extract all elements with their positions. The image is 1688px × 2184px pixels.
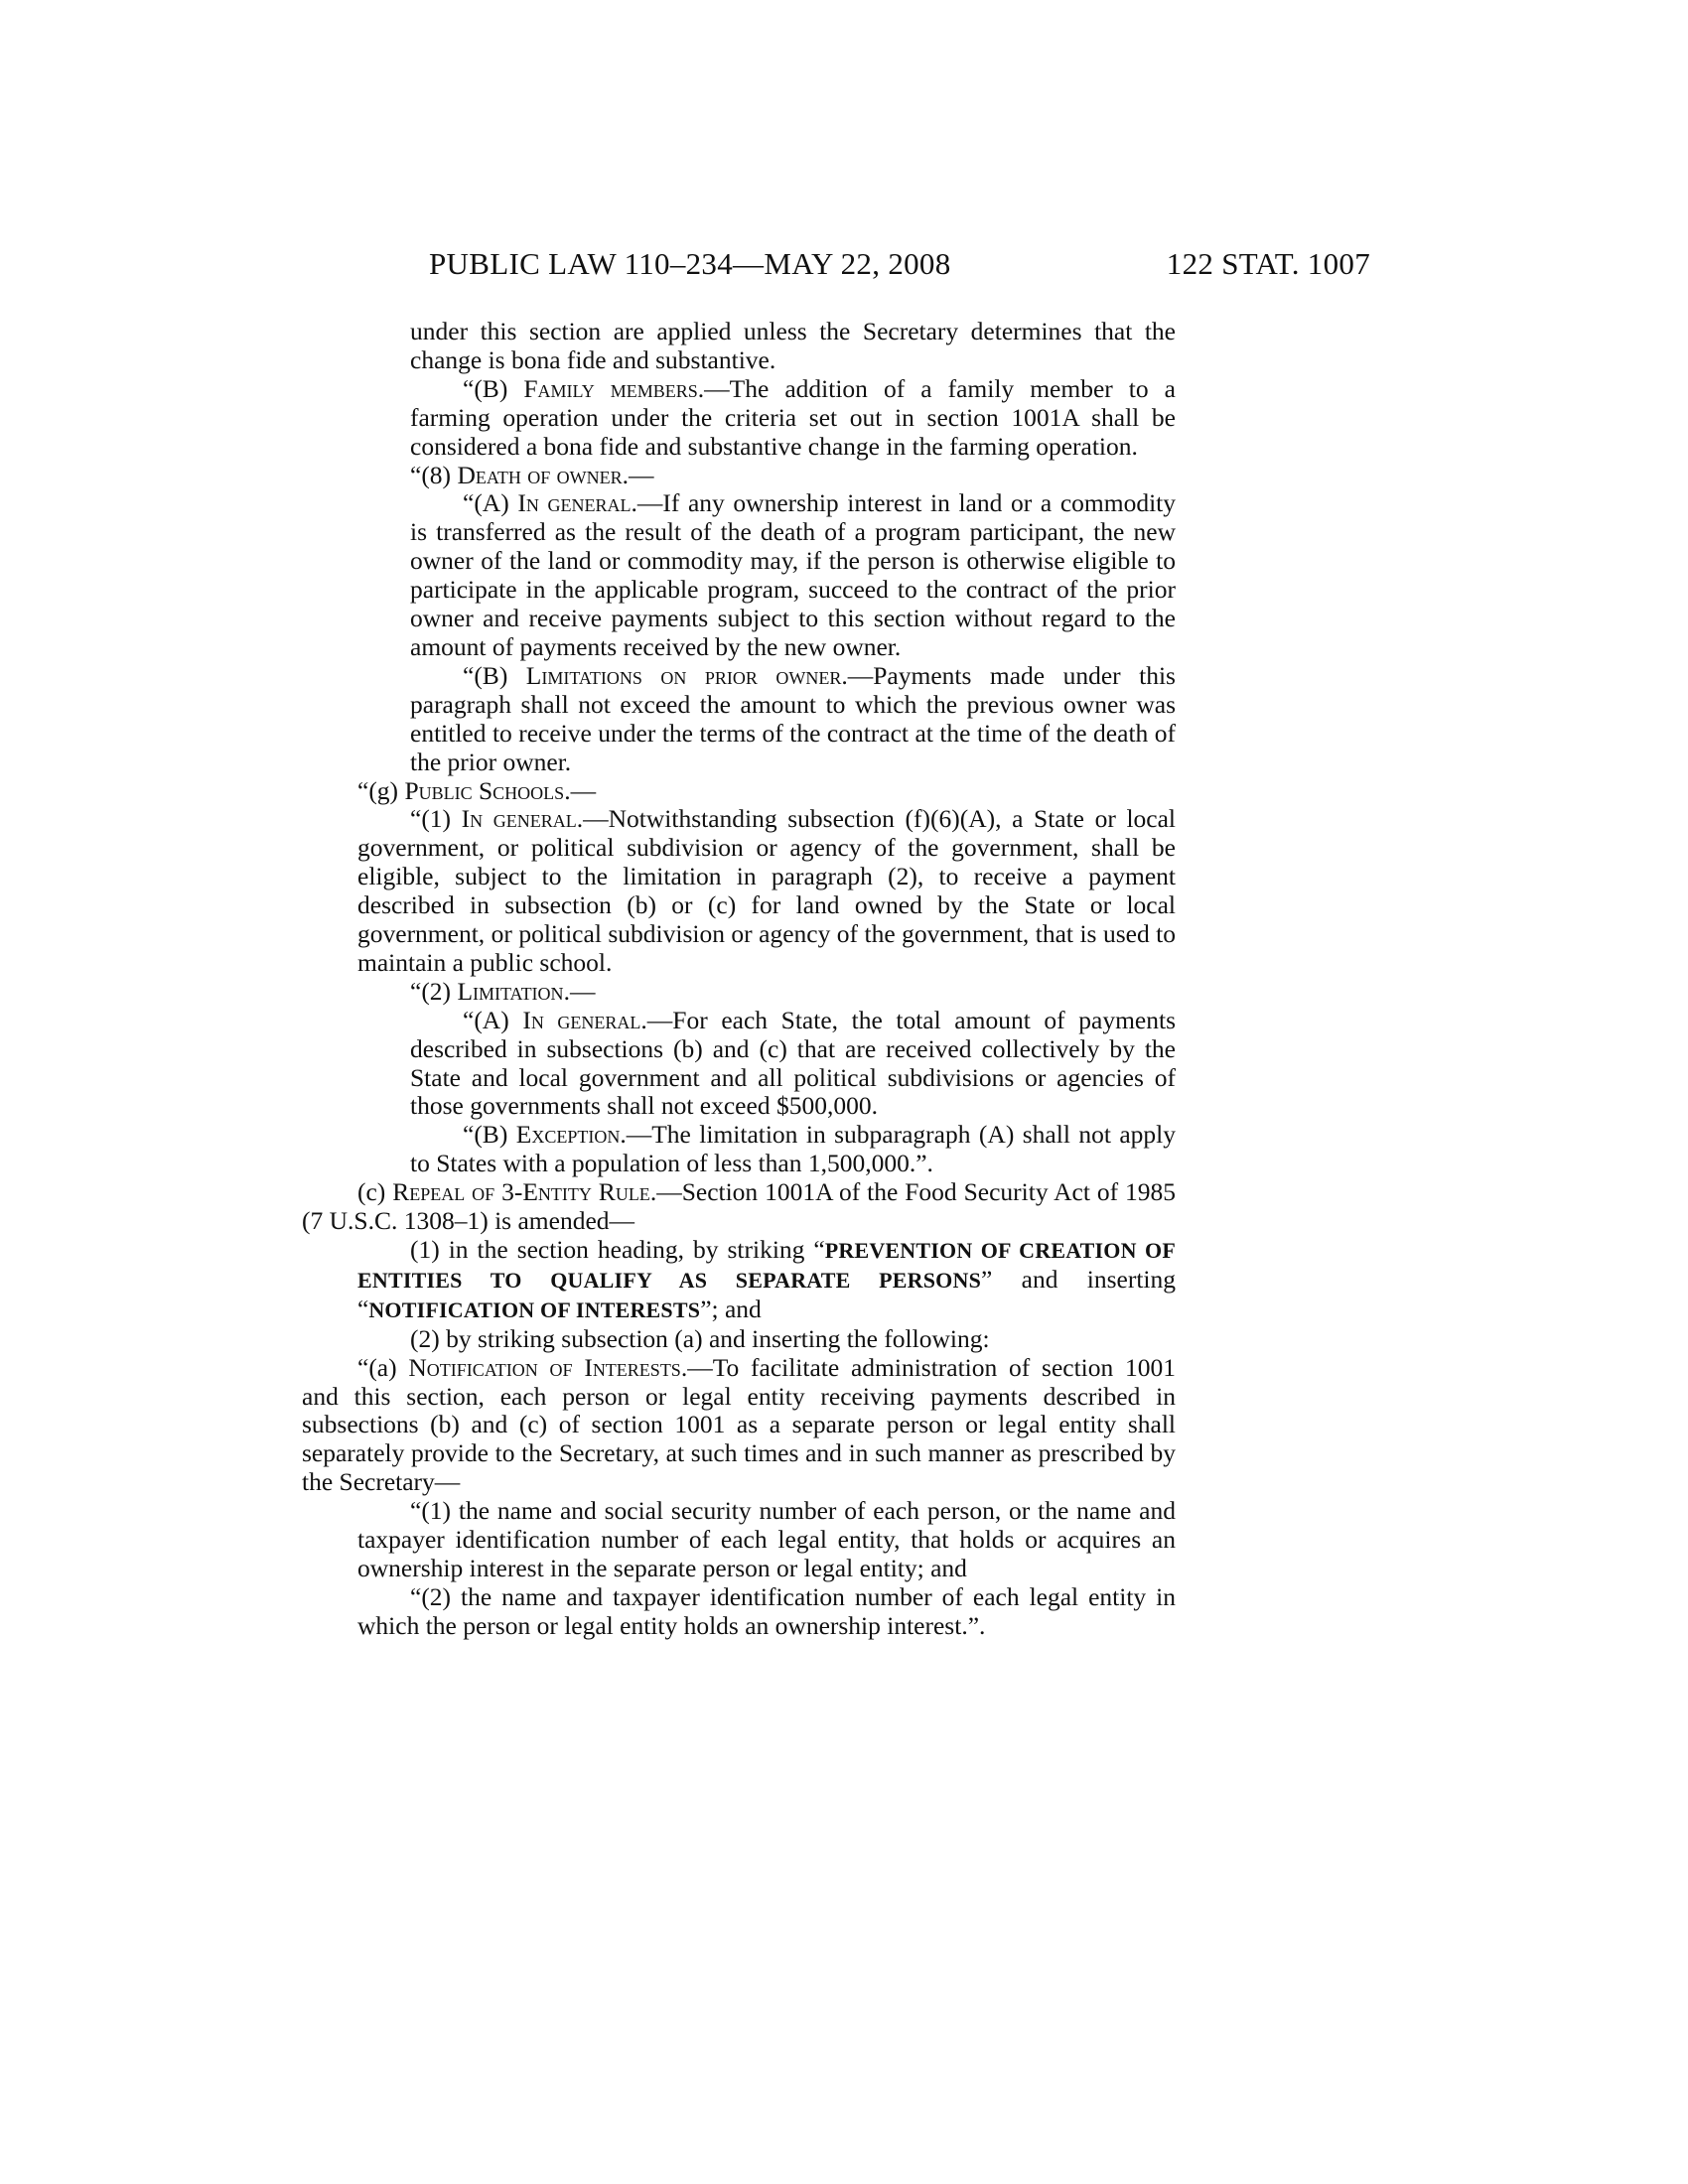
paragraph-heading: In general bbox=[461, 804, 577, 834]
paragraph-lead: “(2) the name and taxpayer identification number of each legal entity in which the person or legal entity holds an ownership interest.”. bbox=[357, 1581, 1176, 1640]
paragraph-heading: Family members bbox=[523, 373, 698, 403]
paragraph bbox=[410, 1121, 1176, 1178]
paragraph-lead: “(g) bbox=[357, 775, 405, 805]
paragraph bbox=[302, 1178, 1176, 1236]
paragraph-text: ” and inserting “ bbox=[357, 1264, 1177, 1323]
paragraph-text: .—Section 1001A of the Food Security Act of 1985 (7 U.S.C. 1308–1) is amended— bbox=[302, 1177, 1176, 1236]
paragraph-lead: “(A) bbox=[463, 488, 518, 518]
document-body bbox=[302, 318, 1176, 1641]
paragraph bbox=[357, 978, 1176, 1007]
paragraph bbox=[357, 805, 1176, 977]
paragraph-lead: “(B) bbox=[463, 373, 524, 403]
paragraph-lead: “(B) bbox=[463, 660, 526, 690]
public-law-title: PUBLIC LAW 110–234—MAY 22, 2008 bbox=[429, 246, 951, 281]
paragraph-heading: Limitation bbox=[457, 976, 564, 1006]
paragraph-text: .— bbox=[622, 460, 654, 489]
paragraph-heading: Repeal of 3-Entity Rule bbox=[392, 1177, 650, 1207]
paragraph-text: .—To facilitate administration of section 1001 and this section, each person or legal entity receiving payments described in subsections (b) and (c) of section 1001 as a separate person or legal entity shall separately provide to the Secretary, at such times and in such manner as prescribed by the Secretary— bbox=[302, 1352, 1177, 1497]
paragraph bbox=[357, 1236, 1176, 1325]
paragraph-lead: “(B) bbox=[463, 1120, 516, 1150]
paragraph-lead: “(a) bbox=[357, 1352, 409, 1382]
struck-heading-text: PREVENTION OF CREATION OF ENTITIES TO QUALIFY AS SEPARATE PERSONS bbox=[357, 1238, 1176, 1293]
paragraph-lead: (1) in the section heading, by striking “ bbox=[410, 1235, 825, 1264]
paragraph bbox=[357, 1583, 1176, 1641]
paragraph-lead: “(1) the name and social security number of each person, or the name and taxpayer identification number of each legal entity, that holds or acquires an ownership interest in the separate person or legal entity; and bbox=[357, 1496, 1176, 1582]
statute-page-number: 122 STAT. 1007 bbox=[1166, 246, 1370, 281]
paragraph-text: .—Notwithstanding subsection (f)(6)(A), a State or local government, or political subdivision or agency of the government, shall be eligible, subject to the limitation in paragraph (2), to receive a payment described in subsection (b) or (c) for land owned by the State or local government, or political subdivision or agency of the government, that is used to maintain a public school. bbox=[357, 804, 1177, 977]
paragraph-heading: Public Schools bbox=[404, 775, 565, 805]
paragraph bbox=[357, 777, 1176, 806]
paragraph-text: .—The limitation in subparagraph (A) shall not apply to States with a population of less than 1,500,000.”. bbox=[410, 1120, 1176, 1178]
paragraph-heading: In general bbox=[522, 1005, 641, 1034]
paragraph bbox=[410, 662, 1176, 777]
paragraph-text: ”; and bbox=[700, 1294, 762, 1323]
paragraph bbox=[410, 489, 1176, 661]
paragraph bbox=[410, 318, 1176, 375]
paragraph-lead: “(A) bbox=[463, 1005, 523, 1034]
paragraph-lead: (c) bbox=[357, 1177, 393, 1207]
paragraph-text: .—If any ownership interest in land or a commodity is transferred as the result of the death of a program participant, the new owner of the land or commodity may, if the person is otherwise eligible to participate in the applicable program, succeed to the contract of the prior owner and receive payments subject to this section without regard to the amount of payments received by the new owner. bbox=[410, 488, 1177, 661]
paragraph-heading: Exception bbox=[515, 1120, 621, 1150]
paragraph bbox=[302, 1354, 1176, 1498]
paragraph-text: .—The addition of a family member to a farming operation under the criteria set out in section 1001A shall be considered a bona fide and substantive change in the farming operation. bbox=[410, 373, 1176, 461]
paragraph bbox=[410, 375, 1176, 462]
paragraph-lead: “(1) bbox=[410, 804, 462, 834]
paragraph bbox=[357, 462, 1176, 490]
paragraph-lead: (2) by striking subsection (a) and inserting the following: bbox=[410, 1323, 990, 1353]
paragraph bbox=[410, 1007, 1176, 1122]
paragraph-heading: Death of owner bbox=[457, 460, 623, 489]
paragraph-lead: “(2) bbox=[410, 976, 458, 1006]
paragraph-text: under this section are applied unless the Secretary determines that the change is bona fide and substantive. bbox=[410, 317, 1176, 374]
paragraph-heading: Limitations on prior owner bbox=[525, 660, 842, 690]
paragraph-text: .—Payments made under this paragraph shall not exceed the amount to which the previous owner was entitled to receive under the terms of the contract at the time of the death of the prior owner. bbox=[410, 660, 1176, 776]
paragraph-heading: Notification of Interests bbox=[408, 1352, 681, 1382]
paragraph-text: .—For each State, the total amount of payments described in subsections (b) and (c) that are received collectively by the State and local government and all political subdivisions or agencies of those governments shall not exceed $500,000. bbox=[410, 1005, 1176, 1121]
paragraph bbox=[357, 1325, 1176, 1354]
paragraph-lead: “(8) bbox=[410, 460, 458, 489]
running-header bbox=[429, 244, 1370, 284]
paragraph-text: .— bbox=[563, 976, 596, 1006]
paragraph bbox=[357, 1497, 1176, 1583]
paragraph-heading: In general bbox=[517, 488, 632, 518]
inserted-heading-text: NOTIFICATION OF INTERESTS bbox=[368, 1297, 701, 1322]
paragraph-text: .— bbox=[564, 775, 597, 805]
